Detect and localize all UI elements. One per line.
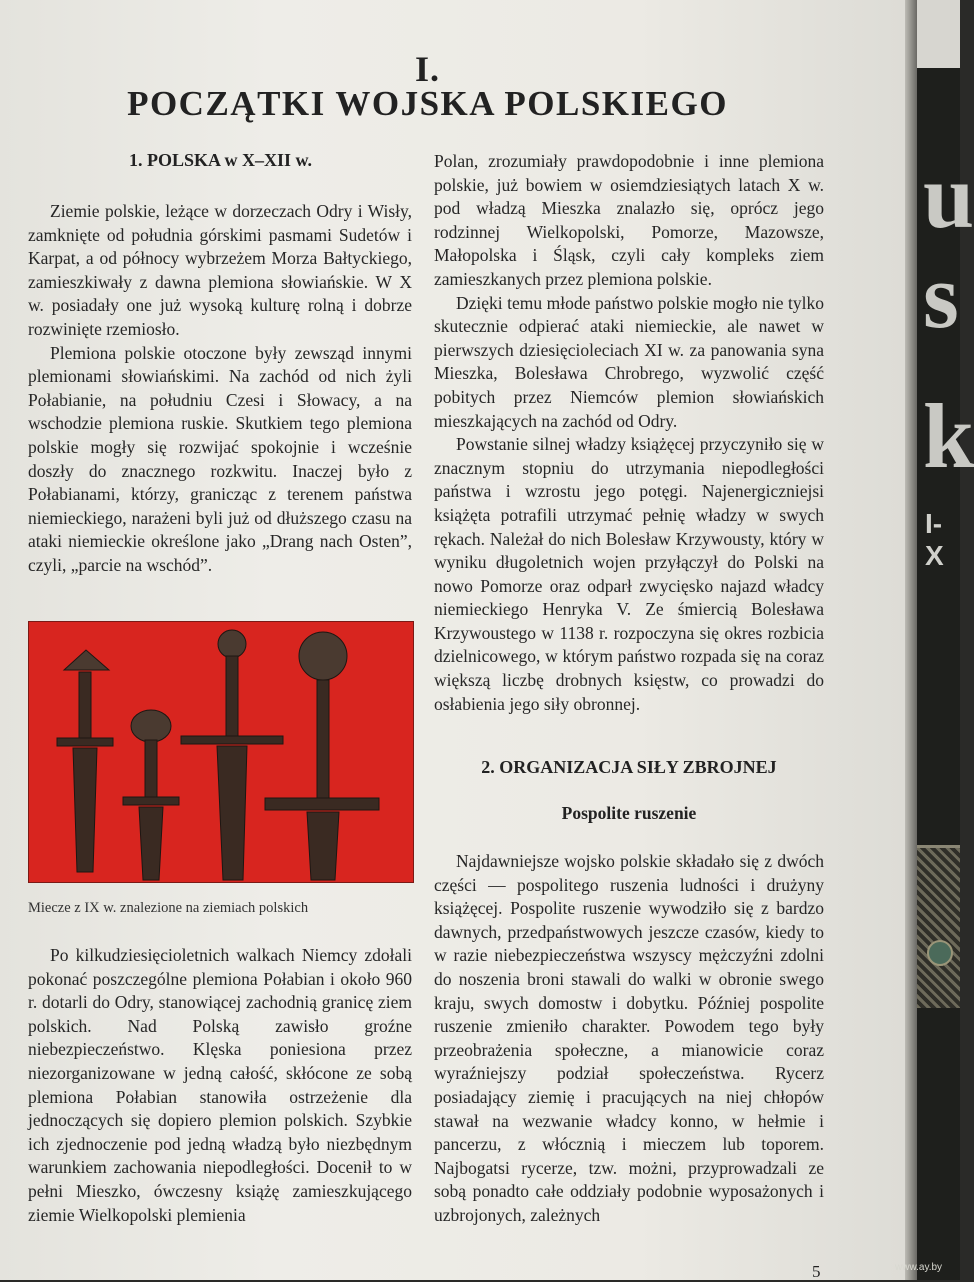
paragraph: Plemiona polskie otoczone były zewsząd innymi plemionami słowiańskimi. Na zachód od nich żyli Połabianie, na południu Czesi i Słowacy, a na wschodzie plemiona ruskie. Skutkiem tego plemiona polskie mogły się rozwijać spokojnie i wcześnie doszły do znacznego rozkwitu. Inaczej było z Połabianami, którzy, granicząc z terenem państwa niemieckiego, narażeni byli już od dłuższego czasu na ataki niemieckie określone jako „Drang nach Osten”, czyli, „parcie na wschód”.	[28, 342, 412, 575]
paragraph: Najdawniejsze wojsko polskie składało się z dwóch części — pospolitego ruszenia ludności i drużyny książęcej. Pospolite ruszenie wywodziło się z bardzo dawnych, przedpaństwowych jeszcze czasów, kiedy to w razie niebezpieczeństwa wszyscy mężczyźni zdolni do noszenia broni stawali do walki w obronie swego kraju, swych domostw i dobytku. Później pospolite ruszenie zmieniło charakter. Powodem tego były przeobrażenia społeczne, a mianowicie coraz wyraźniejszy podział społeczeństwa. Rycerz posiadający ziemię i pracujących na niej chłopów stawał na wezwanie władcy konno, w hełmie i pancerzu, z włócznią i mieczem lub toporem. Najbogatsi rycerze, tzw. możni, przyprowadzali ze sobą ponadto całe oddziały podobnie wyposażonych i uzbrojonych, zależnych	[434, 851, 824, 1225]
paragraph: Po kilkudziesięcioletnich walkach Niemcy zdołali pokonać poszczególne plemiona Połabian i około 960 r. dotarli do Odry, stanowiącej zachodnią granicę ziem polskich. Nad Polską zawisło groźne niebezpieczeństwo. Klęska poniesiona przez niezorganizowane w jedną całość, skłócone ze sobą plemiona Połabian stanowiła ostrzeżenie dla jednoczących się dopiero plemion polskich. Szybkie ich zjednoczenie pod jedną władzą było niezbędnym warunkiem zachowania niepodległości. Docenił to w pełni Mieszko, ówczesny książę zamieszkującego ziemie Wielkopolski plemienia	[28, 945, 412, 1225]
page-number: 5	[812, 1262, 821, 1281]
watermark: www.ay.by	[895, 1262, 943, 1273]
cover-ornament	[917, 845, 960, 1008]
book-cover	[917, 0, 974, 1280]
chapter-title: POCZĄTKI WOJSKA POLSKIEGO	[127, 84, 728, 123]
cover-letter: s	[923, 245, 959, 347]
cover-letter: u	[923, 145, 974, 247]
cover-top-strip	[917, 0, 960, 68]
right-column-bottom	[434, 850, 824, 1228]
section-2-heading: 2. ORGANIZACJA SIŁY ZBROJNEJ	[481, 757, 777, 777]
chapter-number: I.	[414, 49, 440, 89]
paragraph: Dzięki temu młode państwo polskie mogło nie tylko skutecznie odpierać ataki niemieckie, ale nawet w pierwszych dziesięcioleciach XI w. za panowania syna Mieszka, Bolesława Chrobrego, wyzwolić część pobitych przez Niemców plemion słowiańskich mieszkających na zachód od Odry.	[434, 292, 824, 431]
cover-gem-icon	[927, 940, 953, 966]
left-column-bottom	[28, 944, 412, 1227]
paragraph: Powstanie silnej władzy książęcej przyczyniło się w znacznym stopniu do utrzymania niepodległości państwa i wzrostu jego potęgi. Najenergiczniejsi książęta potrafili utrzymać pełnię władzy w swych rękach. Należał do nich Bolesław Krzywousty, który w wyniku długoletnich wojen przyłączył do Polski na nowo Pomorze oraz odparł zwycięsko najazd władcy niemieckiego Henryka V. Ze śmiercią Bolesława Krzywoustego w 1138 r. rozpoczyna się okres rozbicia dzielnicowego, w którym państwo rozpada się na coraz większą liczbę drobnych księstw, co prowadzi do osłabienia jego siły obronnej.	[434, 434, 824, 714]
right-column-top	[434, 150, 824, 716]
photo-caption: Miecze z IX w. znalezione na ziemiach polskich	[28, 900, 309, 916]
paragraph: Polan, zrozumiały prawdopodobnie i inne plemiona polskie, już bowiem w osiemdziesiątych latach X w. pod władzą Mieszka znalazło się, oprócz jego rodzinnej Wielkopolski, Pomorze, Mazowsze, Małopolska i Śląsk, czyli cały kompleks ziem zamieszkanych przez plemiona polskie.	[434, 151, 824, 289]
swords-photo	[28, 621, 414, 883]
page-edge	[905, 0, 917, 1280]
subsection-heading: Pospolite ruszenie	[561, 803, 697, 823]
section-1-heading: 1. POLSKA w X–XII w.	[128, 150, 313, 170]
cover-subtitle: I-X	[925, 508, 944, 571]
paragraph: Ziemie polskie, leżące w dorzeczach Odry i Wisły, zamknięte od południa górskimi pasmami Sudetów i Karpat, a od północy wybrzeżem Morza Bałtyckiego, zamieszkiwały z dawna plemiona słowiańskie. W X w. posiadały one już wysoką kulturę rolną i dobrze rozwinięte rzemiosło.	[28, 201, 412, 339]
left-column-top	[28, 200, 412, 578]
swords-illustration	[29, 622, 413, 882]
cover-letter: k	[923, 385, 974, 487]
